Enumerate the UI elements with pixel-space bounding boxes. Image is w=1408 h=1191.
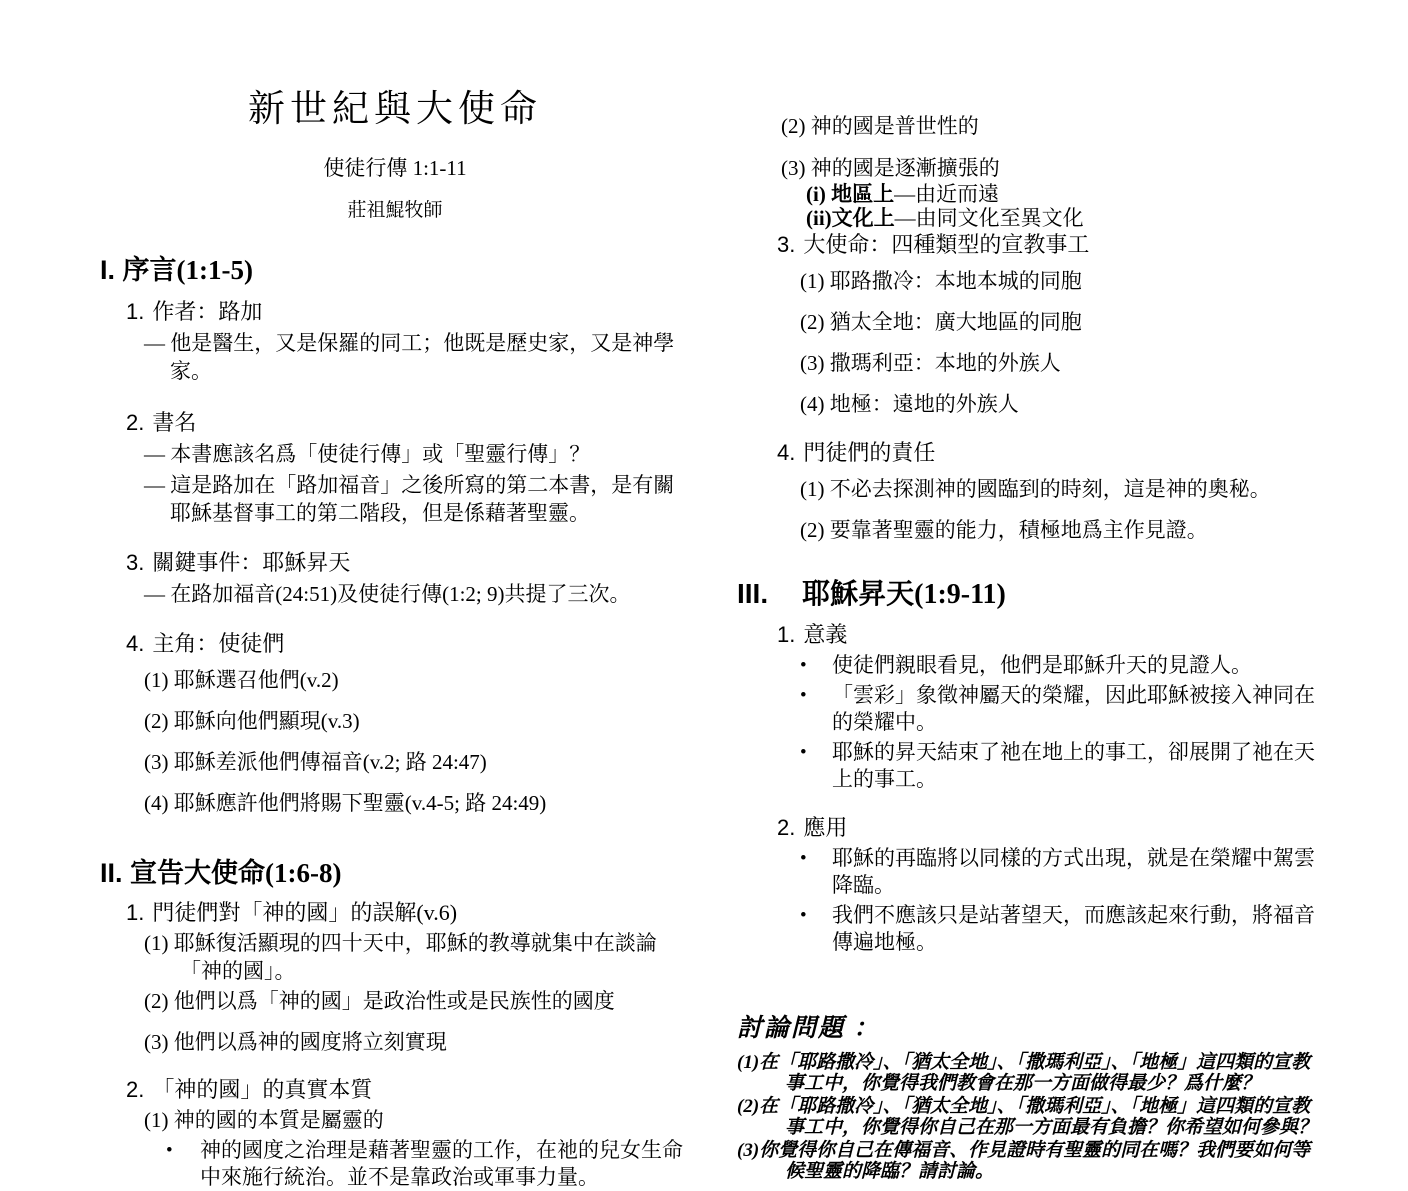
- item-number: 3.: [126, 550, 145, 575]
- bullet-item: • 我們不應該只是站著望天，而應該起來行動，將福音傳遍地極。: [737, 902, 1322, 956]
- section-3-title: 耶穌昇天(1:9-11): [802, 579, 1006, 610]
- item-number: 4.: [126, 631, 145, 656]
- item-text: 大使命：四種類型的宣教事工: [803, 232, 1090, 257]
- sub-item: (3) 耶穌差派他們傳福音(v.2; 路 24:47): [144, 750, 487, 774]
- item-text: 「神的國」的真實本質: [152, 1077, 373, 1102]
- list-item: [100, 1075, 690, 1104]
- section-1-number: I.: [100, 255, 116, 285]
- bullet-item: • 「雲彩」象徵神屬天的榮耀，因此耶穌被接入神同在的榮耀中。: [737, 682, 1322, 736]
- item-number: 1.: [126, 900, 145, 925]
- sub-item: (1) 神的國的本質是屬靈的: [144, 1108, 384, 1132]
- sub-item: (2) 耶穌向他們顯現(v.3): [144, 709, 360, 733]
- item-text: 書名: [152, 410, 197, 435]
- bullet-item: • 耶穌的再臨將以同樣的方式出現，就是在榮耀中駕雲降臨。: [737, 845, 1322, 899]
- roman-sub-item: [737, 182, 1322, 206]
- item-text: 作者：路加: [152, 299, 263, 324]
- discussion-question: (3)你覺得你自己在傳福音、作見證時有聖靈的同在嗎？我們要如何等候聖靈的降臨？請討論。: [737, 1140, 1311, 1182]
- sub-item: (3) 撒瑪利亞：本地的外族人: [800, 351, 1061, 375]
- item-number: 1.: [126, 299, 145, 324]
- item-number: 2.: [777, 815, 796, 840]
- list-item: [737, 813, 1322, 842]
- sub-item: (2) 神的國是普世性的: [781, 114, 979, 138]
- section-2-number: II.: [100, 858, 123, 888]
- list-item: [100, 408, 690, 437]
- sub-item: (1) 耶路撒冷：本地本城的同胞: [800, 269, 1082, 293]
- item-number: 1.: [777, 622, 796, 647]
- discussion-question: (1)在「耶路撒冷」、「猶太全地」、「撒瑪利亞」、「地極」這四類的宣教事工中，你覺得我們教會在那一方面做得最少？爲什麼？: [737, 1052, 1311, 1094]
- item-number: 3.: [777, 232, 796, 257]
- item-text: 意義: [803, 622, 848, 647]
- author-name: 莊祖鯤牧師: [347, 200, 443, 221]
- note-line: — 在路加福音(24:51)及使徒行傳(1:2; 9)共提了三次。: [144, 582, 631, 606]
- note-line: — 本書應該名爲「使徒行傳」或「聖靈行傳」？: [144, 442, 591, 466]
- sub-item: (4) 耶穌應許他們將賜下聖靈(v.4-5; 路 24:49): [144, 791, 547, 815]
- item-number: 2.: [126, 1077, 145, 1102]
- document-title: 新世紀與大使命: [248, 89, 542, 130]
- list-item: [100, 548, 690, 577]
- roman-text: —由近而遠: [894, 182, 1000, 206]
- section-1-heading: [100, 248, 690, 287]
- sub-item: (2) 他們以爲「神的國」是政治性或是民族性的國度: [144, 989, 615, 1013]
- roman-label: (i) 地區上: [806, 182, 895, 206]
- list-item: [100, 629, 690, 658]
- sub-item: (3) 神的國是逐漸擴張的: [781, 156, 1000, 180]
- sub-item: (1) 耶穌選召他們(v.2): [144, 668, 339, 692]
- bullet-item: • 耶穌的昇天結束了祂在地上的事工，卻展開了祂在天上的事工。: [737, 739, 1322, 793]
- section-1-title: 序言(1:1-5): [122, 255, 253, 285]
- bullet-item: • 使徒們親眼看見，他們是耶穌升天的見證人。: [737, 652, 1322, 679]
- sub-item: (2) 猶太全地：廣大地區的同胞: [800, 310, 1082, 334]
- bullet-item: • 神的國度之治理是藉著聖靈的工作，在祂的兒女生命中來施行統治。並不是靠政治或軍事力量。: [100, 1137, 690, 1191]
- sub-item: (1) 耶穌復活顯現的四十天中，耶穌的教導就集中在談論「神的國」。: [144, 931, 657, 983]
- sub-item: (4) 地極：遠地的外族人: [800, 392, 1019, 416]
- list-item: [737, 230, 1322, 259]
- sub-item: (2) 要靠著聖靈的能力，積極地爲主作見證。: [800, 518, 1208, 542]
- left-column: [100, 88, 690, 1191]
- list-item: [100, 898, 690, 927]
- list-item: [737, 620, 1322, 649]
- item-number: 2.: [126, 410, 145, 435]
- note-line: — 這是路加在「路加福音」之後所寫的第二本書，是有關耶穌基督事工的第二階段，但是係藉著聖靈。: [144, 473, 675, 525]
- roman-sub-item: [737, 206, 1322, 230]
- section-3-heading: [737, 572, 1322, 612]
- list-item: [737, 438, 1322, 467]
- roman-text: —由同文化至異文化: [894, 206, 1084, 230]
- item-text: 應用: [803, 815, 848, 840]
- list-item: [100, 297, 690, 326]
- scripture-reference: 使徒行傳 1:1-11: [323, 156, 467, 180]
- discussion-question: (2)在「耶路撒冷」、「猶太全地」、「撒瑪利亞」、「地極」這四類的宣教事工中，你覺得你自己在那一方面最有負擔？你希望如何參與？: [737, 1096, 1318, 1138]
- item-text: 關鍵事件：耶穌昇天: [152, 550, 351, 575]
- item-text: 門徒們對「神的國」的誤解(v.6): [152, 900, 458, 925]
- item-text: 門徒們的責任: [803, 440, 936, 465]
- section-3-number: III.: [737, 578, 769, 609]
- roman-label: (ii)文化上: [806, 206, 895, 230]
- discussion-heading: 討論問題 ：: [737, 1015, 881, 1042]
- sub-item: (3) 他們以爲神的國度將立刻實現: [144, 1030, 447, 1054]
- section-2-heading: [100, 851, 690, 890]
- right-column: [737, 100, 1322, 1182]
- item-number: 4.: [777, 440, 796, 465]
- sub-item: (1) 不必去探測神的國臨到的時刻，這是神的奧秘。: [800, 477, 1271, 501]
- item-text: 主角：使徒們: [152, 631, 285, 656]
- section-2-title: 宣告大使命(1:6-8): [130, 858, 342, 888]
- note-line: — 他是醫生，又是保羅的同工；他既是歷史家，又是神學家。: [144, 331, 675, 383]
